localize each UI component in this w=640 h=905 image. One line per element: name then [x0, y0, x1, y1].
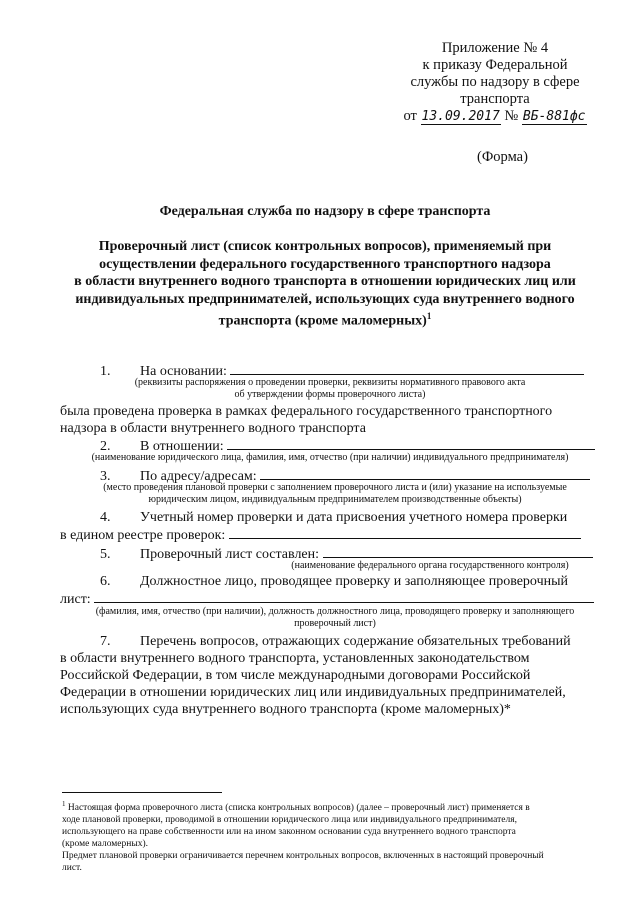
item-2-label: В отношении: [140, 439, 224, 454]
org-title: Федеральная служба по надзору в сфере транспорта [159, 204, 491, 219]
item-4-text-line-1: Учетный номер проверки и дата присвоения учетного номера проверки [140, 510, 568, 525]
item-6-text-line-1: Должностное лицо, проводящее проверку и заполняющее проверочный [140, 574, 569, 589]
form-label: (Форма) [477, 149, 528, 165]
item-4-fill-line[interactable] [229, 526, 581, 539]
item-4 [60, 509, 605, 544]
item-3-label: По адресу/адресам: [140, 469, 257, 484]
footnote-line-2: ходе плановой проверки, проводимой в отношении юридического лица или индивидуального предпринимателя, [62, 815, 517, 826]
order-number: ВБ-881фс [522, 109, 586, 124]
item-1-text [60, 403, 605, 437]
item-7-number: 7. [100, 634, 111, 649]
item-1-fill-line[interactable] [230, 362, 584, 375]
item-3-number: 3. [100, 469, 111, 484]
item-1-text-line-2: надзора в области внутреннего водного транспорта [60, 421, 366, 436]
footnote-line-5: Предмет плановой проверки ограничивается перечнем контрольных вопросов, включенных в настоящий проверочный [62, 851, 544, 862]
footnote-line-1: Настоящая форма проверочного листа (списка контрольных вопросов) (далее – проверочный лист) применяется в [67, 803, 530, 814]
doc-title-line-4: индивидуальных предпринимателей, использующих суда внутреннего водного [75, 291, 575, 307]
footnote-line-4: (кроме маломерных). [62, 839, 148, 850]
item-3-fill-line[interactable] [260, 467, 590, 480]
item-6-fill-line[interactable] [94, 590, 594, 603]
item-1-label: На основании: [140, 364, 227, 379]
item-7 [60, 633, 605, 718]
appendix-header [400, 40, 590, 125]
item-5-fill-line[interactable] [323, 545, 593, 558]
item-5-caption: (наименование федерального органа государственного контроля) [291, 560, 569, 571]
item-7-text-line-4: Федерации в отношении юридических лиц или индивидуальных предпринимателей, [60, 685, 566, 700]
item-5-number: 5. [100, 547, 111, 562]
order-reference [400, 108, 590, 125]
item-7-text-line-5: использующих суда внутреннего водного транспорта (кроме маломерных)* [60, 702, 511, 717]
doc-title-line-3: в области внутреннего водного транспорта в отношении юридических лиц или [74, 274, 576, 289]
doc-title-line-1: Проверочный лист (список контрольных вопросов), применяемый при [98, 239, 552, 254]
doc-title-line-2: осуществлении федерального государственного транспортного надзора [99, 256, 551, 272]
item-6-caption [62, 606, 608, 630]
order-prefix: от [403, 108, 417, 124]
doc-title [60, 238, 590, 330]
item-3-caption [62, 482, 608, 506]
item-6-number: 6. [100, 574, 111, 589]
item-3-caption-line-2: юридическим лицом, индивидуальным предпринимателем производственные объекты) [148, 494, 522, 505]
order-date: 13.09.2017 [421, 109, 500, 124]
item-2-caption: (наименование юридического лица, фамилия, имя, отчество (при наличии) индивидуального предпринимателя) [91, 452, 569, 463]
item-5-label: Проверочный лист составлен: [140, 547, 320, 562]
order-number-label: № [504, 108, 519, 124]
appendix-line-3: службы по надзору в сфере [410, 74, 580, 90]
item-7-text-line-1: Перечень вопросов, отражающих содержание обязательных требований [140, 634, 571, 649]
item-1-caption [110, 377, 550, 401]
item-1-number: 1. [100, 364, 111, 379]
item-7-text-line-2: в области внутреннего водного транспорта, установленных законодательством [60, 651, 530, 666]
footnote-line-3: использующего на праве собственности или на ином законном основании суда внутреннего водного транспорта [62, 827, 516, 838]
footnote [62, 798, 610, 874]
item-1-text-line-1: была проведена проверка в рамках федерального государственного транспортного [60, 404, 553, 419]
doc-title-line-5 [60, 308, 590, 330]
item-3-caption-line-1: (место проведения плановой проверки с заполнением проверочного листа и (или) указание на используемые [103, 482, 567, 493]
item-1-caption-line-2: об утверждении формы проверочного листа) [234, 389, 426, 400]
appendix-line-2: к приказу Федеральной [422, 57, 568, 73]
footnote-line-6: лист. [62, 863, 82, 874]
item-2-fill-line[interactable] [227, 437, 595, 450]
appendix-line-1: Приложение № 4 [441, 40, 549, 56]
item-7-text-line-3: Российской Федерации, в том числе международными договорами Российской [60, 668, 531, 683]
footnote-mark: 1 [62, 800, 66, 808]
item-2-number: 2. [100, 439, 111, 454]
item-6-text-line-2: лист: [60, 592, 91, 607]
item-6-caption-line-1: (фамилия, имя, отчество (при наличии), должность должностного лица, проводящего проверку и заполняющего [95, 606, 575, 617]
footnote-divider [62, 792, 222, 793]
appendix-line-4: транспорта [460, 91, 530, 107]
footnote-reference: 1 [426, 311, 432, 321]
item-4-number: 4. [100, 510, 111, 525]
item-6 [60, 573, 605, 608]
item-1-caption-line-1: (реквизиты распоряжения о проведении проверки, реквизиты нормативного правового акта [134, 377, 526, 388]
item-4-text-line-2: в едином реестре проверок: [60, 528, 226, 543]
item-6-caption-line-2: проверочный лист) [294, 618, 376, 629]
doc-title-line-5-text: транспорта (кроме маломерных) [218, 313, 427, 329]
